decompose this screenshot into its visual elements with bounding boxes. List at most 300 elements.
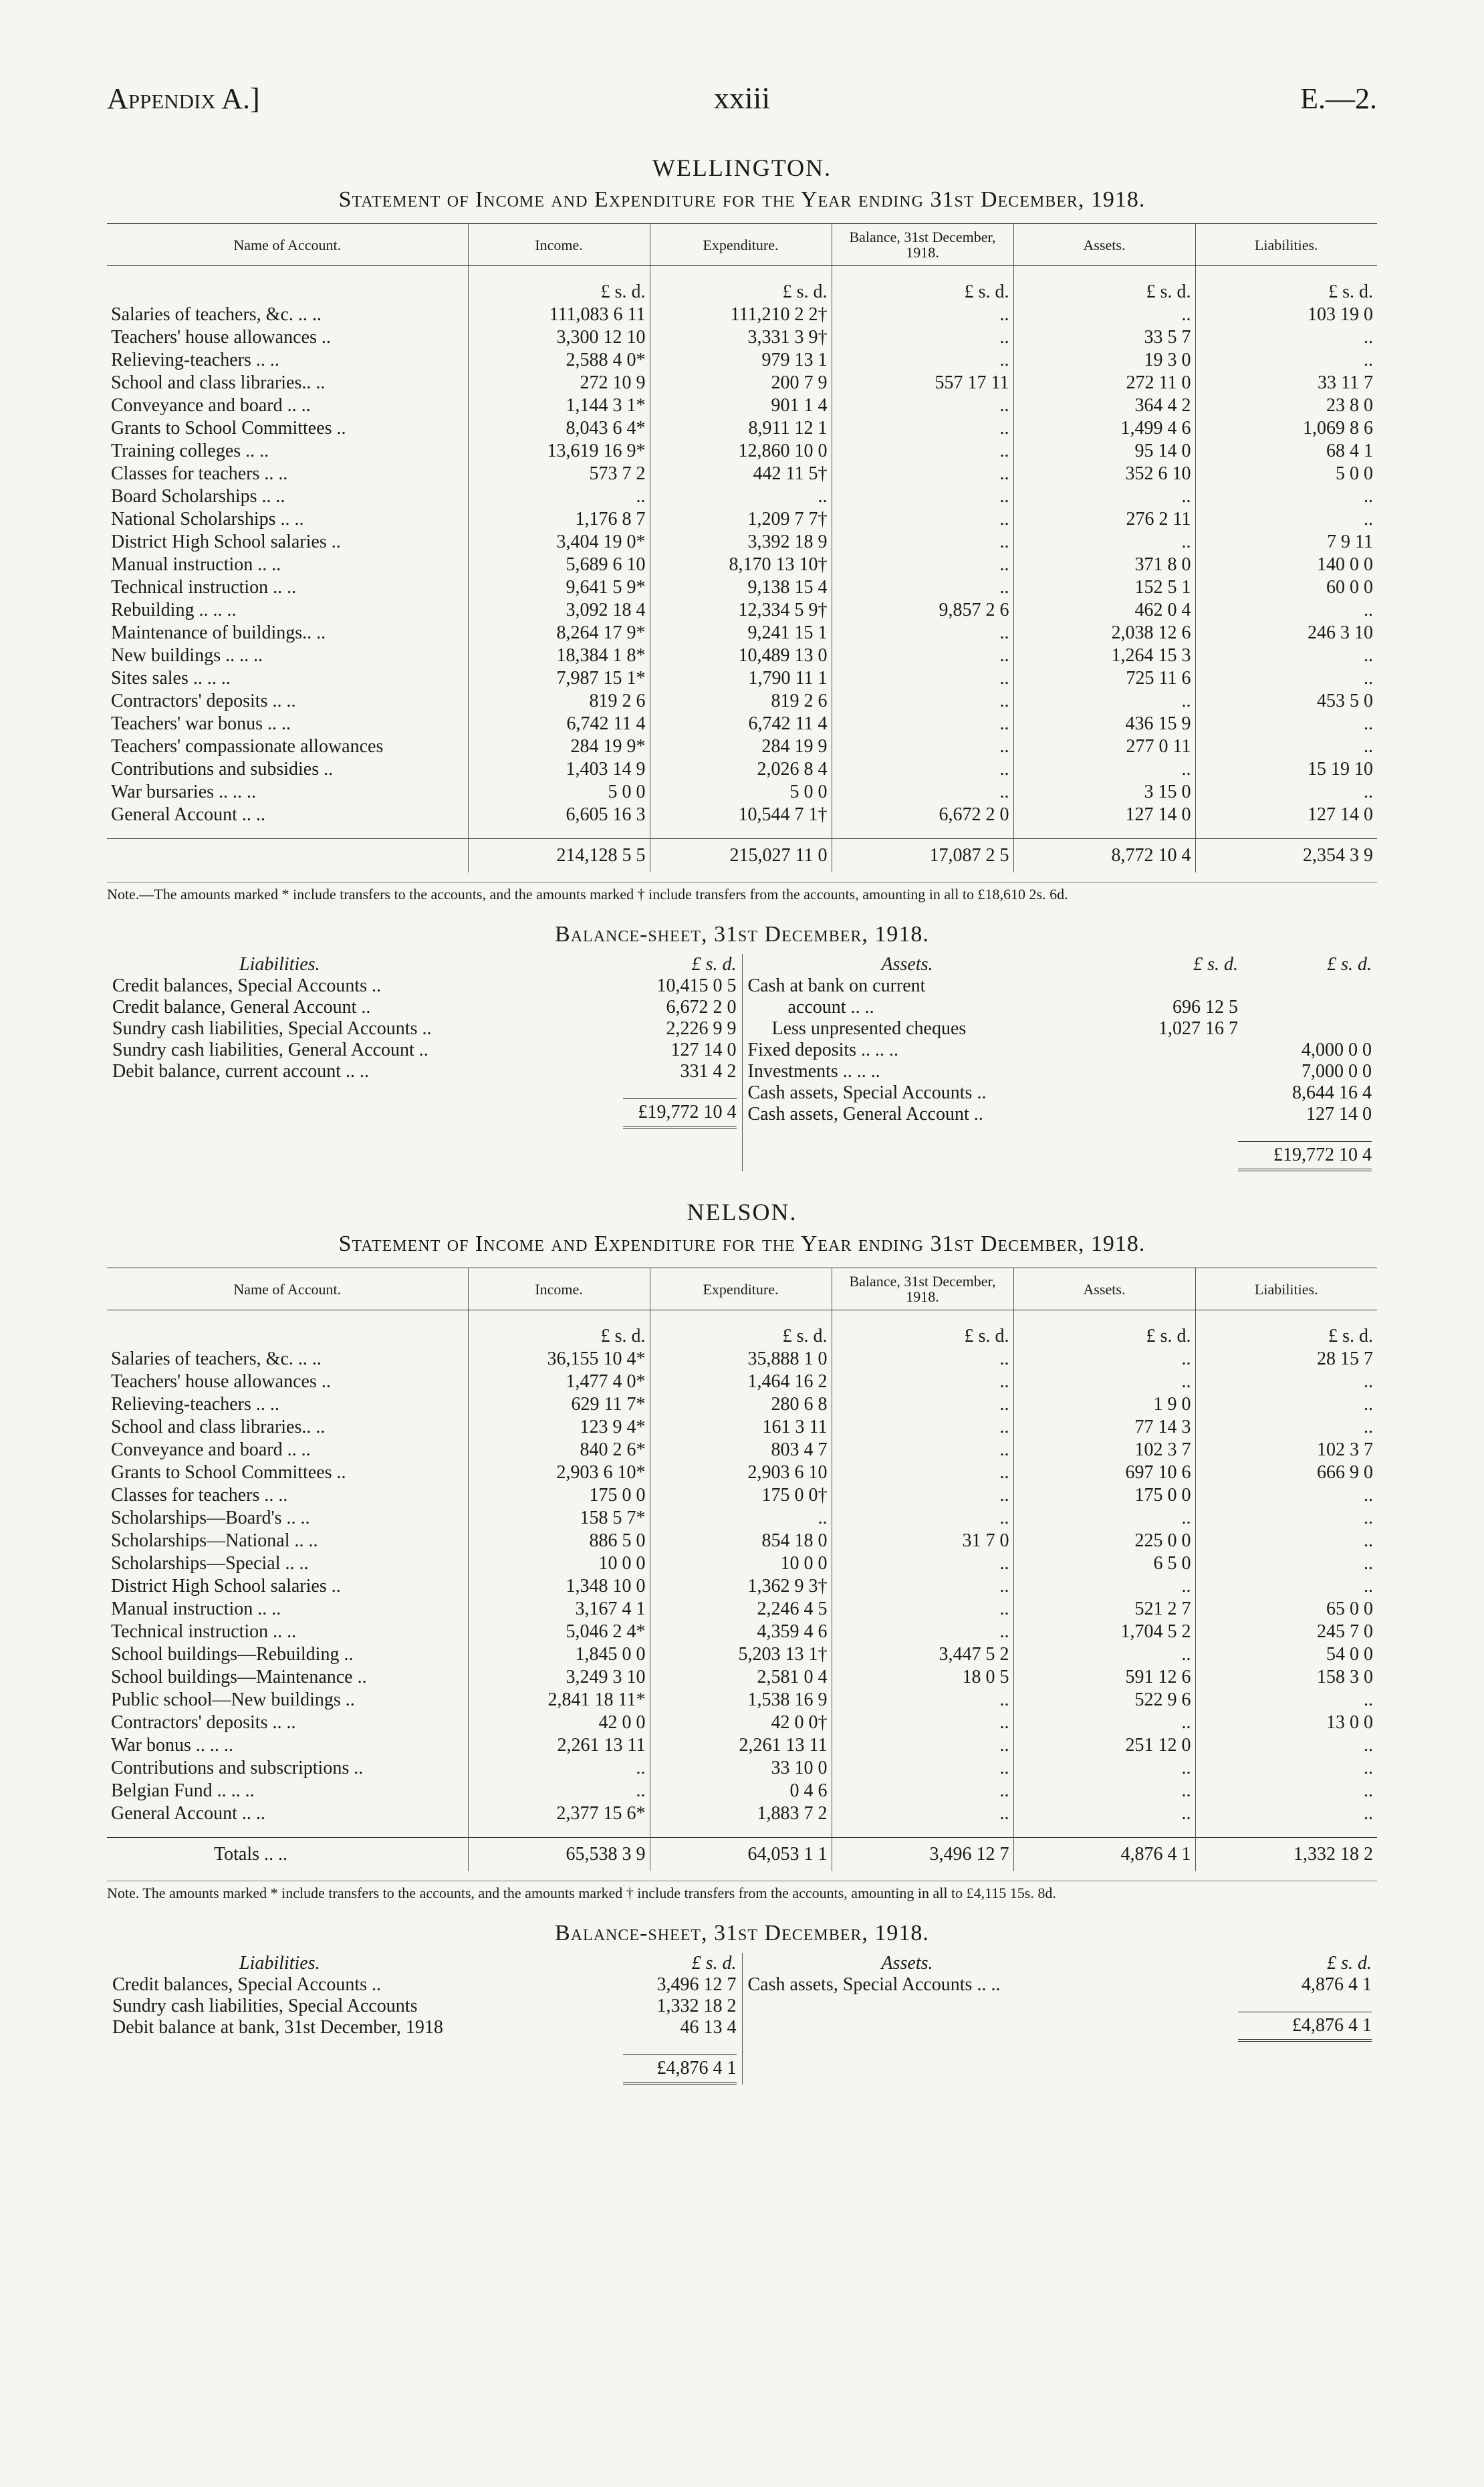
amount-cell: 65 0 0 <box>1195 1598 1377 1621</box>
asset-amount: 7,000 0 0 <box>1302 1061 1372 1082</box>
amount-cell: .. <box>1195 667 1377 690</box>
amount-cell: 60 0 0 <box>1195 576 1377 599</box>
amount-cell: .. <box>1013 1575 1195 1598</box>
running-header <box>107 80 1377 127</box>
column-header: Balance, 31st December, 1918. <box>832 1268 1013 1310</box>
amount-cell: 0 4 6 <box>650 1780 832 1802</box>
unit-spacer <box>107 266 468 304</box>
table-row <box>107 1643 1377 1666</box>
amount-cell: 15 19 10 <box>1195 758 1377 781</box>
amount-cell: 442 11 5† <box>650 463 832 485</box>
balance-sheet-title-nelson: Balance-sheet, 31st December, 1918. <box>555 1921 929 1946</box>
amount-cell: 280 6 8 <box>650 1393 832 1416</box>
amount-cell: 666 9 0 <box>1195 1461 1377 1484</box>
amount-cell: 6 5 0 <box>1013 1552 1195 1575</box>
unit-label: £ s. d. <box>1327 1953 1372 1974</box>
table-row <box>107 804 1377 826</box>
amount-cell: 5 0 0 <box>650 781 832 804</box>
table-row <box>107 1621 1377 1643</box>
amount-cell: 33 11 7 <box>1195 372 1377 394</box>
amount-cell: .. <box>1013 690 1195 713</box>
amount-cell: 8,043 6 4* <box>468 417 650 440</box>
column-header: Assets. <box>1013 224 1195 266</box>
account-name: Classes for teachers .. .. <box>111 463 288 485</box>
amount-cell: 127 14 0 <box>1013 804 1195 826</box>
spacer <box>650 1825 832 1837</box>
asset-amount: 127 14 0 <box>1306 1104 1372 1125</box>
amount-cell: .. <box>1195 1416 1377 1439</box>
asset-label: Investments .. .. .. <box>747 1061 880 1082</box>
asset-row <box>748 1018 1372 1040</box>
amount-cell: 9,138 15 4 <box>650 576 832 599</box>
amount-cell: 42 0 0 <box>468 1711 650 1734</box>
amount-cell: 3,404 19 0* <box>468 531 650 554</box>
assets-heading: Assets. <box>881 1953 933 1974</box>
amount-cell: 1,209 7 7† <box>650 508 832 531</box>
liability-row <box>112 2017 737 2038</box>
table-row <box>107 1348 1377 1371</box>
table-row <box>107 508 1377 531</box>
amount-cell: .. <box>1195 1780 1377 1802</box>
account-name: Salaries of teachers, &c. .. .. <box>111 304 322 326</box>
unit-row <box>107 1310 1377 1348</box>
account-name: Scholarships—Special .. .. <box>111 1553 309 1574</box>
amount-cell: 6,605 16 3 <box>468 804 650 826</box>
account-name: Rebuilding .. .. .. <box>111 600 237 621</box>
table-row <box>107 304 1377 326</box>
liability-label: Debit balance, current account .. .. <box>112 1061 370 1082</box>
total-row <box>107 838 1377 872</box>
table-row <box>107 599 1377 622</box>
region-title-wellington: WELLINGTON. <box>652 154 832 181</box>
asset-subamount: 1,027 16 7 <box>1158 1018 1238 1040</box>
amount-cell: .. <box>1195 644 1377 667</box>
amount-cell: 1,348 10 0 <box>468 1575 650 1598</box>
amount-cell: 901 1 4 <box>650 394 832 417</box>
amount-cell: 18 0 5 <box>832 1666 1013 1689</box>
amount-cell: 3 15 0 <box>1013 781 1195 804</box>
column-header: Liabilities. <box>1195 1268 1377 1310</box>
amount-cell: 364 4 2 <box>1013 394 1195 417</box>
amount-cell: 123 9 4* <box>468 1416 650 1439</box>
amount-cell: 725 11 6 <box>1013 667 1195 690</box>
amount-cell: 246 3 10 <box>1195 622 1377 644</box>
table-row <box>107 1598 1377 1621</box>
amount-cell: 12,860 10 0 <box>650 440 832 463</box>
table-row <box>107 1711 1377 1734</box>
amount-cell: 6,742 11 4 <box>468 713 650 735</box>
table-row <box>107 1575 1377 1598</box>
amount-cell: .. <box>832 1416 1013 1439</box>
amount-cell: 284 19 9 <box>650 735 832 758</box>
table-row <box>107 1802 1377 1825</box>
unit-label: £ s. d. <box>1195 266 1377 304</box>
account-name: Training colleges .. .. <box>111 441 269 462</box>
amount-cell: 979 13 1 <box>650 349 832 372</box>
table-row <box>107 417 1377 440</box>
account-name: Conveyance and board .. .. <box>111 1439 311 1461</box>
liabilities-heading: Liabilities. <box>239 954 320 975</box>
wellington-section <box>107 154 1377 1171</box>
total-amount: 8,772 10 4 <box>1013 838 1195 872</box>
amount-cell: 8,170 13 10† <box>650 554 832 576</box>
amount-cell: .. <box>832 1780 1013 1802</box>
nelson-section <box>107 1198 1377 2085</box>
account-name: Teachers' war bonus .. .. <box>111 713 291 735</box>
amount-cell: .. <box>1195 781 1377 804</box>
liability-amount: 331 4 2 <box>680 1061 737 1082</box>
assets-list <box>748 1974 1372 1996</box>
account-name: Grants to School Committees .. <box>111 1462 346 1484</box>
amount-cell: .. <box>468 1780 650 1802</box>
amount-cell: .. <box>832 1575 1013 1598</box>
total-label <box>107 838 468 872</box>
amount-cell: 9,241 15 1 <box>650 622 832 644</box>
amount-cell: 7,987 15 1* <box>468 667 650 690</box>
amount-cell: 42 0 0† <box>650 1711 832 1734</box>
account-name: War bonus .. .. .. <box>111 1735 233 1756</box>
amount-cell: 854 18 0 <box>650 1530 832 1552</box>
amount-cell: 18,384 1 8* <box>468 644 650 667</box>
liability-amount: 2,226 9 9 <box>666 1018 737 1040</box>
amount-cell: 35,888 1 0 <box>650 1348 832 1371</box>
amount-cell: 225 0 0 <box>1013 1530 1195 1552</box>
unit-label: £ s. d. <box>1195 1310 1377 1348</box>
liability-label: Credit balance, General Account .. <box>112 997 371 1018</box>
account-name: Sites sales .. .. .. <box>111 668 231 689</box>
spacer <box>468 1825 650 1837</box>
unit-label: £ s. d. <box>691 1953 737 1974</box>
amount-cell: 272 11 0 <box>1013 372 1195 394</box>
amount-cell: .. <box>832 440 1013 463</box>
amount-cell: .. <box>832 576 1013 599</box>
table-row <box>107 1666 1377 1689</box>
header-appendix: Appendix A.] <box>107 82 260 115</box>
balance-sheet-wellington <box>107 954 1377 1171</box>
unit-label: £ s. d. <box>1013 266 1195 304</box>
amount-cell: .. <box>1013 1507 1195 1530</box>
amount-cell: 521 2 7 <box>1013 1598 1195 1621</box>
amount-cell: 175 0 0† <box>650 1484 832 1507</box>
table-row <box>107 1552 1377 1575</box>
footnote-nelson: Note. The amounts marked * include transfers to the accounts, and the amounts marked † include transfers from the accounts, amounting in all to £4,115 15s. 8d. <box>107 1881 1377 1903</box>
amount-cell: 573 7 2 <box>468 463 650 485</box>
account-name: Grants to School Committees .. <box>111 418 346 439</box>
amount-cell: 1,176 8 7 <box>468 508 650 531</box>
unit-spacer <box>107 1310 468 1348</box>
amount-cell: .. <box>832 1348 1013 1371</box>
amount-cell: 886 5 0 <box>468 1530 650 1552</box>
table-row <box>107 1393 1377 1416</box>
asset-label: Cash at bank on current <box>747 975 926 997</box>
table-row <box>107 372 1377 394</box>
asset-label: account .. .. <box>787 997 874 1018</box>
account-name: Belgian Fund .. .. .. <box>111 1780 255 1802</box>
amount-cell: .. <box>1013 1371 1195 1393</box>
account-name: School and class libraries.. .. <box>111 1417 326 1438</box>
amount-cell: 2,903 6 10* <box>468 1461 650 1484</box>
amount-cell: 6,742 11 4 <box>650 713 832 735</box>
assets-side <box>742 1953 1378 2085</box>
liability-label: Sundry cash liabilities, General Account .. <box>112 1040 428 1061</box>
amount-cell: .. <box>1013 1780 1195 1802</box>
asset-label: Less unpresented cheques <box>771 1018 967 1040</box>
liabilities-total: £19,772 10 4 <box>623 1098 737 1129</box>
table-row <box>107 781 1377 804</box>
table-row <box>107 531 1377 554</box>
amount-cell: 28 15 7 <box>1195 1348 1377 1371</box>
amount-cell: 819 2 6 <box>468 690 650 713</box>
assets-total: £19,772 10 4 <box>1238 1141 1372 1171</box>
amount-cell: 436 15 9 <box>1013 713 1195 735</box>
account-name: Contractors' deposits .. .. <box>111 1712 296 1734</box>
amount-cell: 803 4 7 <box>650 1439 832 1461</box>
amount-cell: .. <box>832 326 1013 349</box>
table-row <box>107 690 1377 713</box>
table-row <box>107 1484 1377 1507</box>
total-amount: 64,053 1 1 <box>650 1837 832 1871</box>
table-row <box>107 622 1377 644</box>
asset-subamount <box>1124 975 1238 997</box>
account-name: District High School salaries .. <box>111 531 341 553</box>
amount-cell: 1,264 15 3 <box>1013 644 1195 667</box>
amount-cell: 31 7 0 <box>832 1530 1013 1552</box>
amount-cell: .. <box>1195 508 1377 531</box>
table-row <box>107 349 1377 372</box>
spacer <box>1195 1825 1377 1837</box>
amount-cell: .. <box>1195 1484 1377 1507</box>
amount-cell: 697 10 6 <box>1013 1461 1195 1484</box>
amount-cell: .. <box>1013 1802 1195 1825</box>
column-header: Income. <box>468 1268 650 1310</box>
amount-cell: 13 0 0 <box>1195 1711 1377 1734</box>
amount-cell: .. <box>1195 1393 1377 1416</box>
amount-cell: .. <box>1013 1643 1195 1666</box>
table-row <box>107 1461 1377 1484</box>
amount-cell: 2,038 12 6 <box>1013 622 1195 644</box>
amount-cell: 103 19 0 <box>1195 304 1377 326</box>
column-header: Assets. <box>1013 1268 1195 1310</box>
assets-side <box>742 954 1378 1171</box>
column-header: Liabilities. <box>1195 224 1377 266</box>
spacer <box>468 826 650 838</box>
amount-cell: 161 3 11 <box>650 1416 832 1439</box>
liability-label: Credit balances, Special Accounts .. <box>112 1974 381 1996</box>
unit-label: £ s. d. <box>1193 954 1238 975</box>
amount-cell: 352 6 10 <box>1013 463 1195 485</box>
spacer <box>1013 1825 1195 1837</box>
account-name: War bursaries .. .. .. <box>111 782 257 803</box>
spacer <box>650 826 832 838</box>
amount-cell: .. <box>1195 1575 1377 1598</box>
account-name: Scholarships—National .. .. <box>111 1530 318 1552</box>
amount-cell: .. <box>832 463 1013 485</box>
column-header: Income. <box>468 224 650 266</box>
amount-cell: .. <box>1195 735 1377 758</box>
asset-row <box>748 1082 1372 1104</box>
amount-cell: 840 2 6* <box>468 1439 650 1461</box>
amount-cell: 1,144 3 1* <box>468 394 650 417</box>
amount-cell: 10,489 13 0 <box>650 644 832 667</box>
table-row <box>107 1371 1377 1393</box>
liabilities-side <box>107 954 742 1171</box>
liability-amount: 6,672 2 0 <box>666 997 737 1018</box>
total-amount: 1,332 18 2 <box>1195 1837 1377 1871</box>
amount-cell: 77 14 3 <box>1013 1416 1195 1439</box>
amount-cell: .. <box>832 349 1013 372</box>
table-row <box>107 326 1377 349</box>
amount-cell: .. <box>832 1507 1013 1530</box>
amount-cell: 462 0 4 <box>1013 599 1195 622</box>
amount-cell: .. <box>832 1621 1013 1643</box>
amount-cell: 1,362 9 3† <box>650 1575 832 1598</box>
amount-cell: .. <box>1013 1711 1195 1734</box>
amount-cell: .. <box>832 713 1013 735</box>
amount-cell: .. <box>832 1757 1013 1780</box>
table-body <box>107 1310 1377 1871</box>
asset-subamount <box>1124 1104 1238 1125</box>
amount-cell: 1,845 0 0 <box>468 1643 650 1666</box>
amount-cell: 175 0 0 <box>1013 1484 1195 1507</box>
table-row <box>107 1439 1377 1461</box>
total-label: Totals .. .. <box>107 1837 468 1871</box>
liabilities-total: £4,876 4 1 <box>623 2054 737 2085</box>
amount-cell: .. <box>1013 485 1195 508</box>
income-expenditure-table-wellington <box>107 223 1377 872</box>
unit-label: £ s. d. <box>468 1310 650 1348</box>
liability-label: Sundry cash liabilities, Special Accounts <box>112 1996 418 2017</box>
amount-cell: 1,403 14 9 <box>468 758 650 781</box>
amount-cell: 9,641 5 9* <box>468 576 650 599</box>
amount-cell: .. <box>832 690 1013 713</box>
amount-cell: 2,026 8 4 <box>650 758 832 781</box>
table-body <box>107 266 1377 872</box>
table-row <box>107 485 1377 508</box>
amount-cell: .. <box>1013 531 1195 554</box>
spacer <box>1013 826 1195 838</box>
account-name: Classes for teachers .. .. <box>111 1485 288 1506</box>
amount-cell: 158 3 0 <box>1195 1666 1377 1689</box>
amount-cell: 1,883 7 2 <box>650 1802 832 1825</box>
amount-cell: 3,249 3 10 <box>468 1666 650 1689</box>
amount-cell: .. <box>650 485 832 508</box>
assets-list <box>748 975 1372 1125</box>
amount-cell: .. <box>832 1393 1013 1416</box>
amount-cell: .. <box>832 485 1013 508</box>
account-name: Relieving-teachers .. .. <box>111 1394 279 1415</box>
amount-cell: .. <box>832 1439 1013 1461</box>
asset-row <box>748 997 1372 1018</box>
amount-cell: .. <box>832 394 1013 417</box>
account-name: School buildings—Maintenance .. <box>111 1667 367 1688</box>
header-parliamentary-code: E.—2. <box>1300 82 1377 115</box>
amount-cell: 453 5 0 <box>1195 690 1377 713</box>
amount-cell: 5,046 2 4* <box>468 1621 650 1643</box>
amount-cell: .. <box>832 735 1013 758</box>
header-page-number: xxiii <box>713 81 771 115</box>
amount-cell: .. <box>832 304 1013 326</box>
table-row <box>107 713 1377 735</box>
balance-sheet-nelson <box>107 1953 1377 2085</box>
table-header <box>107 224 1377 266</box>
account-name: Maintenance of buildings.. .. <box>111 622 326 644</box>
table-row <box>107 440 1377 463</box>
amount-cell: 591 12 6 <box>1013 1666 1195 1689</box>
account-name: Relieving-teachers .. .. <box>111 350 279 371</box>
amount-cell: 140 0 0 <box>1195 554 1377 576</box>
account-name: Board Scholarships .. .. <box>111 486 285 507</box>
asset-subamount <box>1124 1061 1238 1082</box>
liability-amount: 10,415 0 5 <box>656 975 737 997</box>
amount-cell: 8,264 17 9* <box>468 622 650 644</box>
amount-cell: 2,246 4 5 <box>650 1598 832 1621</box>
asset-row <box>748 1040 1372 1061</box>
amount-cell: 1,538 16 9 <box>650 1689 832 1711</box>
liabilities-side <box>107 1953 742 2085</box>
amount-cell: 158 5 7* <box>468 1507 650 1530</box>
spacer-row <box>107 826 1377 838</box>
table-row <box>107 1757 1377 1780</box>
account-name: Public school—New buildings .. <box>111 1689 355 1711</box>
liability-row <box>112 1040 737 1061</box>
income-expenditure-table-nelson <box>107 1268 1377 1871</box>
amount-cell: .. <box>1013 758 1195 781</box>
total-row <box>107 1837 1377 1871</box>
asset-label: Fixed deposits .. .. .. <box>747 1040 899 1061</box>
amount-cell: .. <box>1013 304 1195 326</box>
amount-cell: 4,359 4 6 <box>650 1621 832 1643</box>
table-row <box>107 1416 1377 1439</box>
amount-cell: .. <box>1195 1734 1377 1757</box>
column-header: Expenditure. <box>650 1268 832 1310</box>
amount-cell: 200 7 9 <box>650 372 832 394</box>
amount-cell: .. <box>1013 1757 1195 1780</box>
amount-cell: .. <box>1195 485 1377 508</box>
asset-subamount <box>1124 1040 1238 1061</box>
account-name: Scholarships—Board's .. .. <box>111 1508 310 1529</box>
amount-cell: 111,210 2 2† <box>650 304 832 326</box>
unit-label: £ s. d. <box>691 954 737 975</box>
amount-cell: 1,464 16 2 <box>650 1371 832 1393</box>
amount-cell: .. <box>1195 1689 1377 1711</box>
amount-cell: .. <box>1195 1507 1377 1530</box>
amount-cell: 2,261 13 11 <box>468 1734 650 1757</box>
table-row <box>107 463 1377 485</box>
asset-subamount: 696 12 5 <box>1172 997 1238 1018</box>
amount-cell: .. <box>832 1711 1013 1734</box>
amount-cell: .. <box>1195 349 1377 372</box>
total-amount: 215,027 11 0 <box>650 838 832 872</box>
column-header: Name of Account. <box>107 224 468 266</box>
column-header: Expenditure. <box>650 224 832 266</box>
amount-cell: 245 7 0 <box>1195 1621 1377 1643</box>
amount-cell: .. <box>832 1552 1013 1575</box>
amount-cell: .. <box>1195 599 1377 622</box>
amount-cell: .. <box>832 1461 1013 1484</box>
footnote-wellington: Note.—The amounts marked * include transfers to the accounts, and the amounts marked † include transfers from the accounts, amounting in all to £18,610 2s. 6d. <box>107 882 1377 904</box>
amount-cell: .. <box>1195 326 1377 349</box>
amount-cell: .. <box>832 1371 1013 1393</box>
total-amount: 65,538 3 9 <box>468 1837 650 1871</box>
amount-cell: 33 10 0 <box>650 1757 832 1780</box>
asset-label: Cash assets, Special Accounts .. .. <box>747 1974 1001 1996</box>
table-row <box>107 554 1377 576</box>
unit-label: £ s. d. <box>1327 954 1372 975</box>
amount-cell: 175 0 0 <box>468 1484 650 1507</box>
unit-label: £ s. d. <box>650 266 832 304</box>
table-row <box>107 1507 1377 1530</box>
asset-label: Cash assets, Special Accounts .. <box>747 1082 987 1104</box>
